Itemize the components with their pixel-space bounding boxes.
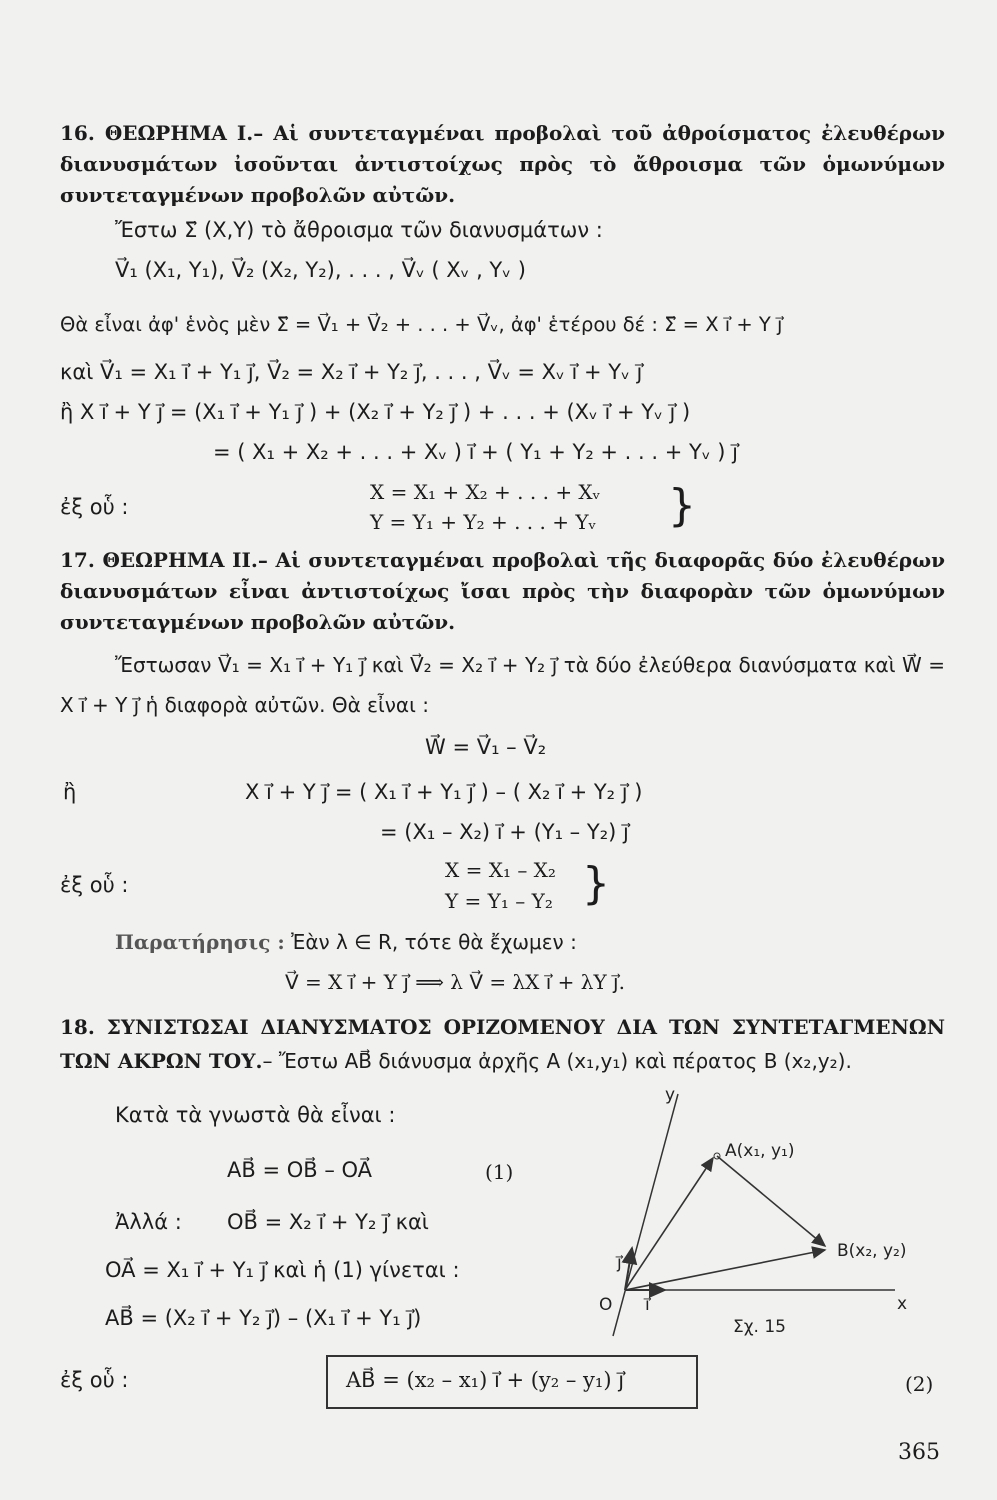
theorem-17-remark: [115, 930, 577, 954]
theorem-17-text: – Αἱ συντεταγμέναι προβολαὶ τῆς διαφορᾶς δύο ἐλευθέρων διανυσμάτων εἶναι ἀντιστοίχως ἴσαι πρὸς τὴν διαφορὰν τῶν ὁμωνύμων συντεταγμένων προβολῶν αὐτῶν.: [60, 548, 945, 634]
remark-label: Παρατήρησις :: [115, 930, 285, 954]
theorem-17-heading: 17. ΘΕΩΡΗΜΑ ΙΙ.: [60, 548, 258, 572]
section-18-final-number: (2): [905, 1372, 934, 1396]
section-18-final-formula: AB⃗ = (x₂ – x₁) ı⃗ + (y₂ – y₁) ȷ⃗: [346, 1368, 625, 1392]
theorem-16-line1: Ἔστω Σ⃗ (X,Y) τὸ ἄθροισμα τῶν διανυσμάτων :: [115, 218, 603, 242]
theorem-17-eq3: = (X₁ – X₂) ı⃗ + (Y₁ – Y₂) ȷ⃗: [380, 820, 629, 844]
theorem-16-hence: ἐξ οὗ :: [60, 495, 129, 519]
theorem-16-line3: Θὰ εἶναι ἀφ' ἑνὸς μὲν Σ⃗ = V⃗₁ + V⃗₂ + . . . + V⃗ᵥ, ἀφ' ἑτέρου δέ : Σ⃗ = X ı⃗ + Y ȷ⃗: [60, 313, 783, 336]
section-18-eq1: AB⃗ = OB⃗ – OA⃗: [227, 1158, 373, 1182]
theorem-17-hence: ἐξ οὗ :: [60, 873, 129, 897]
origin-label: O: [599, 1295, 613, 1315]
theorem-17-eq2: X ı⃗ + Y ȷ⃗ = ( X₁ ı⃗ + Y₁ ȷ⃗ ) – ( X₂ ı⃗ + Y₂ ȷ⃗ ): [245, 780, 643, 804]
theorem-17-eq1: W⃗ = V⃗₁ – V⃗₂: [425, 735, 547, 759]
figure-15: [585, 1080, 955, 1350]
j-label: ȷ⃗: [617, 1253, 622, 1273]
theorem-17-line1: Ἔστωσαν V⃗₁ = X₁ ı⃗ + Y₁ ȷ⃗ καὶ V⃗₂ = X₂ ı⃗ + Y₂ ȷ⃗ τὰ δύο ἐλεύθερα διανύσματα καὶ W⃗ = X ı⃗ + Y ȷ⃗ ἡ διαφορὰ αὐτῶν. Θὰ εἶναι :: [60, 653, 945, 717]
theorem-16-x-result: X = X₁ + X₂ + . . . + Xᵥ: [370, 480, 601, 504]
i-label: ı⃗: [645, 1295, 650, 1315]
theorem-16-statement: [60, 118, 945, 211]
theorem-16-line2: V⃗₁ (X₁, Y₁), V⃗₂ (X₂, Y₂), . . . , V⃗ᵥ ( Xᵥ , Yᵥ ): [115, 258, 526, 282]
section-18-heading: 18. ΣΥΝΙΣΤΩΣΑΙ ΔΙΑΝΥΣΜΑΤΟΣ ΟΡΙΖΟΜΕΝΟΥ ΔΙΑ ΤΩΝ ΣΥΝΤΕΤΑΓΜΕΝΩΝ ΤΩΝ ΑΚΡΩΝ ΤΟΥ.: [60, 1015, 945, 1073]
theorem-17-remark-eq: V⃗ = X ı⃗ + Y ȷ⃗ ⟹ λ V⃗ = λX ı⃗ + λY ȷ⃗.: [285, 970, 625, 994]
theorem-16-line5: ἢ X ı⃗ + Y ȷ⃗ = (X₁ ı⃗ + Y₁ ȷ⃗ ) + (X₂ ı⃗ + Y₂ ȷ⃗ ) + . . . + (Xᵥ ı⃗ + Yᵥ ȷ⃗ ): [60, 400, 691, 424]
section-18-statement: [60, 1010, 945, 1078]
section-18-but: Ἀλλά :: [115, 1210, 182, 1234]
theorem-16-line4: καὶ V⃗₁ = X₁ ı⃗ + Y₁ ȷ⃗, V⃗₂ = X₂ ı⃗ + Y₂ ȷ⃗, . . . , V⃗ᵥ = Xᵥ ı⃗ + Yᵥ ȷ⃗: [60, 360, 643, 384]
theorem-17-y-result: Y = Y₁ – Y₂: [445, 889, 553, 913]
page-number: 365: [898, 1440, 940, 1465]
theorem-17-statement: [60, 545, 945, 638]
theorem-16-brace: }: [668, 480, 696, 531]
section-18-hence: ἐξ οὗ :: [60, 1368, 129, 1392]
oa-vector: [625, 1158, 713, 1290]
point-a-label: A(x₁, y₁): [725, 1141, 795, 1161]
theorem-17-x-result: X = X₁ – X₂: [445, 858, 556, 882]
section-18-eq2: OB⃗ = X₂ ı⃗ + Y₂ ȷ⃗ καὶ: [227, 1210, 429, 1234]
remark-text: Ἐὰν λ ∈ R, τότε θὰ ἔχωμεν :: [291, 930, 577, 954]
section-18-eq1-number: (1): [485, 1160, 514, 1184]
theorem-16-y-result: Y = Y₁ + Y₂ + . . . + Yᵥ: [370, 510, 596, 534]
section-18-eq4: AB⃗ = (X₂ ı⃗ + Y₂ ȷ⃗) – (X₁ ı⃗ + Y₁ ȷ⃗): [105, 1306, 422, 1330]
section-18-line1: Κατὰ τὰ γνωστὰ θὰ εἶναι :: [115, 1103, 396, 1127]
ab-vector: [717, 1156, 825, 1246]
section-18-eq3: OA⃗ = X₁ ı⃗ + Y₁ ȷ⃗ καὶ ἡ (1) γίνεται :: [105, 1258, 460, 1282]
y-axis-label: y: [665, 1085, 676, 1105]
theorem-16-text: – Αἱ συντεταγμέναι προβολαὶ τοῦ ἀθροίσματος ἐλευθέρων διανυσμάτων ἰσοῦνται ἀντιστοίχως πρὸς τὸ ἄθροισμα τῶν ὁμωνύμων συντεταγμένων προβολῶν αὐτῶν.: [60, 121, 946, 207]
point-b-label: B(x₂, y₂): [837, 1241, 907, 1261]
theorem-17-or: ἢ: [63, 780, 77, 804]
x-axis-label: x: [897, 1294, 908, 1314]
ob-vector: [625, 1250, 825, 1290]
theorem-17-brace: }: [582, 858, 610, 909]
theorem-16-line6: = ( X₁ + X₂ + . . . + Xᵥ ) ı⃗ + ( Y₁ + Y₂ + . . . + Yᵥ ) ȷ⃗: [213, 440, 738, 464]
section-18-text: – Ἔστω AB⃗ διάνυσμα ἀρχῆς A (x₁,y₁) καὶ πέρατος B (x₂,y₂).: [262, 1049, 852, 1073]
theorem-16-heading: 16. ΘΕΩΡΗΜΑ Ι.: [60, 121, 254, 145]
figure-caption: Σχ. 15: [733, 1317, 787, 1337]
